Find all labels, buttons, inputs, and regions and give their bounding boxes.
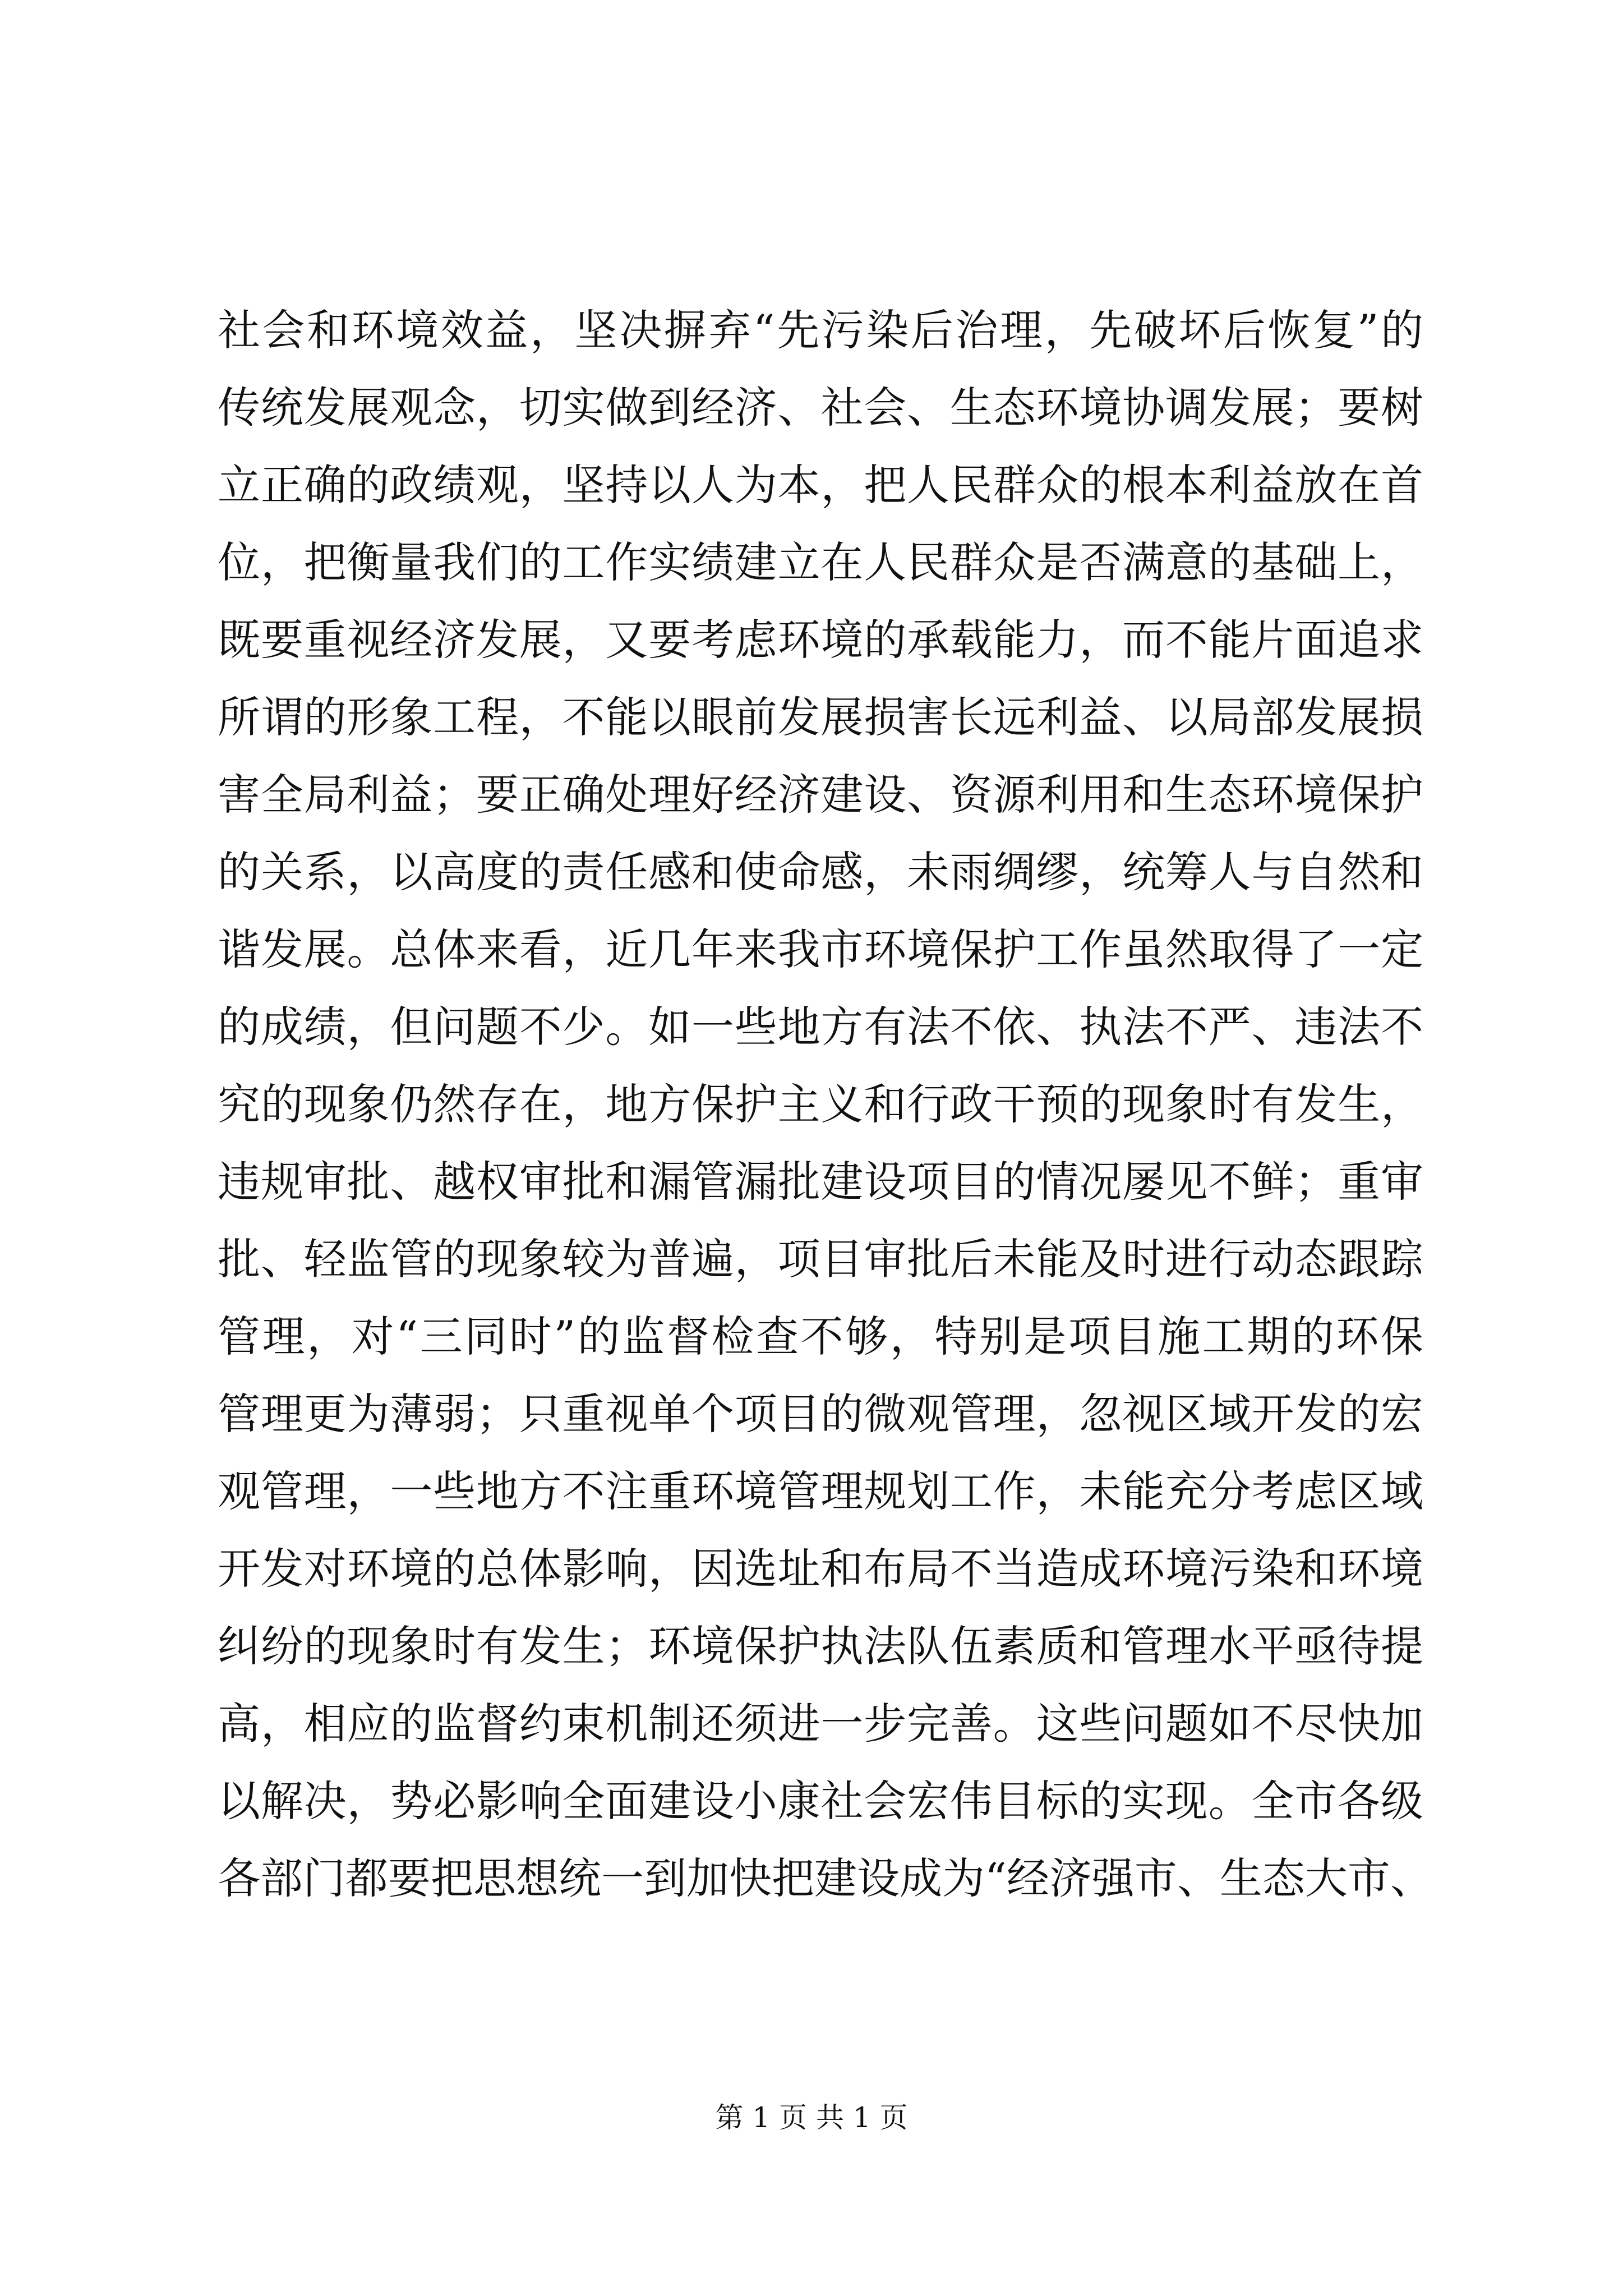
text-line: 违规审批、越权审批和漏管漏批建设项目的情况屡见不鲜；重审	[218, 1157, 1423, 1207]
text-line: 既要重视经济发展，又要考虑环境的承载能力，而不能片面追求	[218, 615, 1423, 665]
text-line: 传统发展观念，切实做到经济、社会、生态环境协调发展；要树	[218, 383, 1423, 432]
text-line: 各部门都要把思想统一到加快把建设成为“经济强市、生态大市、	[218, 1853, 1433, 1903]
text-line: 以解决，势必影响全面建设小康社会宏伟目标的实现。全市各级	[218, 1776, 1423, 1826]
text-line: 害全局利益；要正确处理好经济建设、资源利用和生态环境保护	[218, 770, 1423, 820]
text-line: 位，把衡量我们的工作实绩建立在人民群众是否满意的基础上，	[218, 537, 1423, 587]
text-line: 纠纷的现象时有发生；环境保护执法队伍素质和管理水平亟待提	[218, 1621, 1423, 1671]
page-footer	[0, 2098, 1623, 2137]
body-paragraph	[218, 292, 1433, 1917]
text-line: 社会和环境效益，坚决摒弃“先污染后治理，先破坏后恢复”的	[218, 305, 1423, 355]
text-line: 批、轻监管的现象较为普遍，项目审批后未能及时进行动态跟踪	[218, 1234, 1423, 1284]
text-line: 的关系，以高度的责任感和使命感，未雨绸缪，统筹人与自然和	[218, 847, 1423, 897]
text-line: 所谓的形象工程，不能以眼前发展损害长远利益、以局部发展损	[218, 692, 1423, 742]
text-line: 观管理，一些地方不注重环境管理规划工作，未能充分考虑区域	[218, 1466, 1423, 1516]
text-line: 的成绩，但问题不少。如一些地方有法不依、执法不严、违法不	[218, 1002, 1423, 1052]
text-line: 管理更为薄弱；只重视单个项目的微观管理，忽视区域开发的宏	[218, 1389, 1423, 1439]
text-line: 究的现象仍然存在，地方保护主义和行政干预的现象时有发生，	[218, 1079, 1423, 1129]
text-line: 管理，对“三同时”的监督检查不够，特别是项目施工期的环保	[218, 1312, 1423, 1361]
page-number-label: 第 1 页 共 1 页	[715, 2101, 908, 2134]
text-line: 高，相应的监督约束机制还须进一步完善。这些问题如不尽快加	[218, 1699, 1423, 1749]
text-line: 谐发展。总体来看，近几年来我市环境保护工作虽然取得了一定	[218, 924, 1423, 974]
text-line: 开发对环境的总体影响，因选址和布局不当造成环境污染和环境	[218, 1544, 1423, 1594]
text-line: 立正确的政绩观，坚持以人为本，把人民群众的根本利益放在首	[218, 460, 1423, 510]
